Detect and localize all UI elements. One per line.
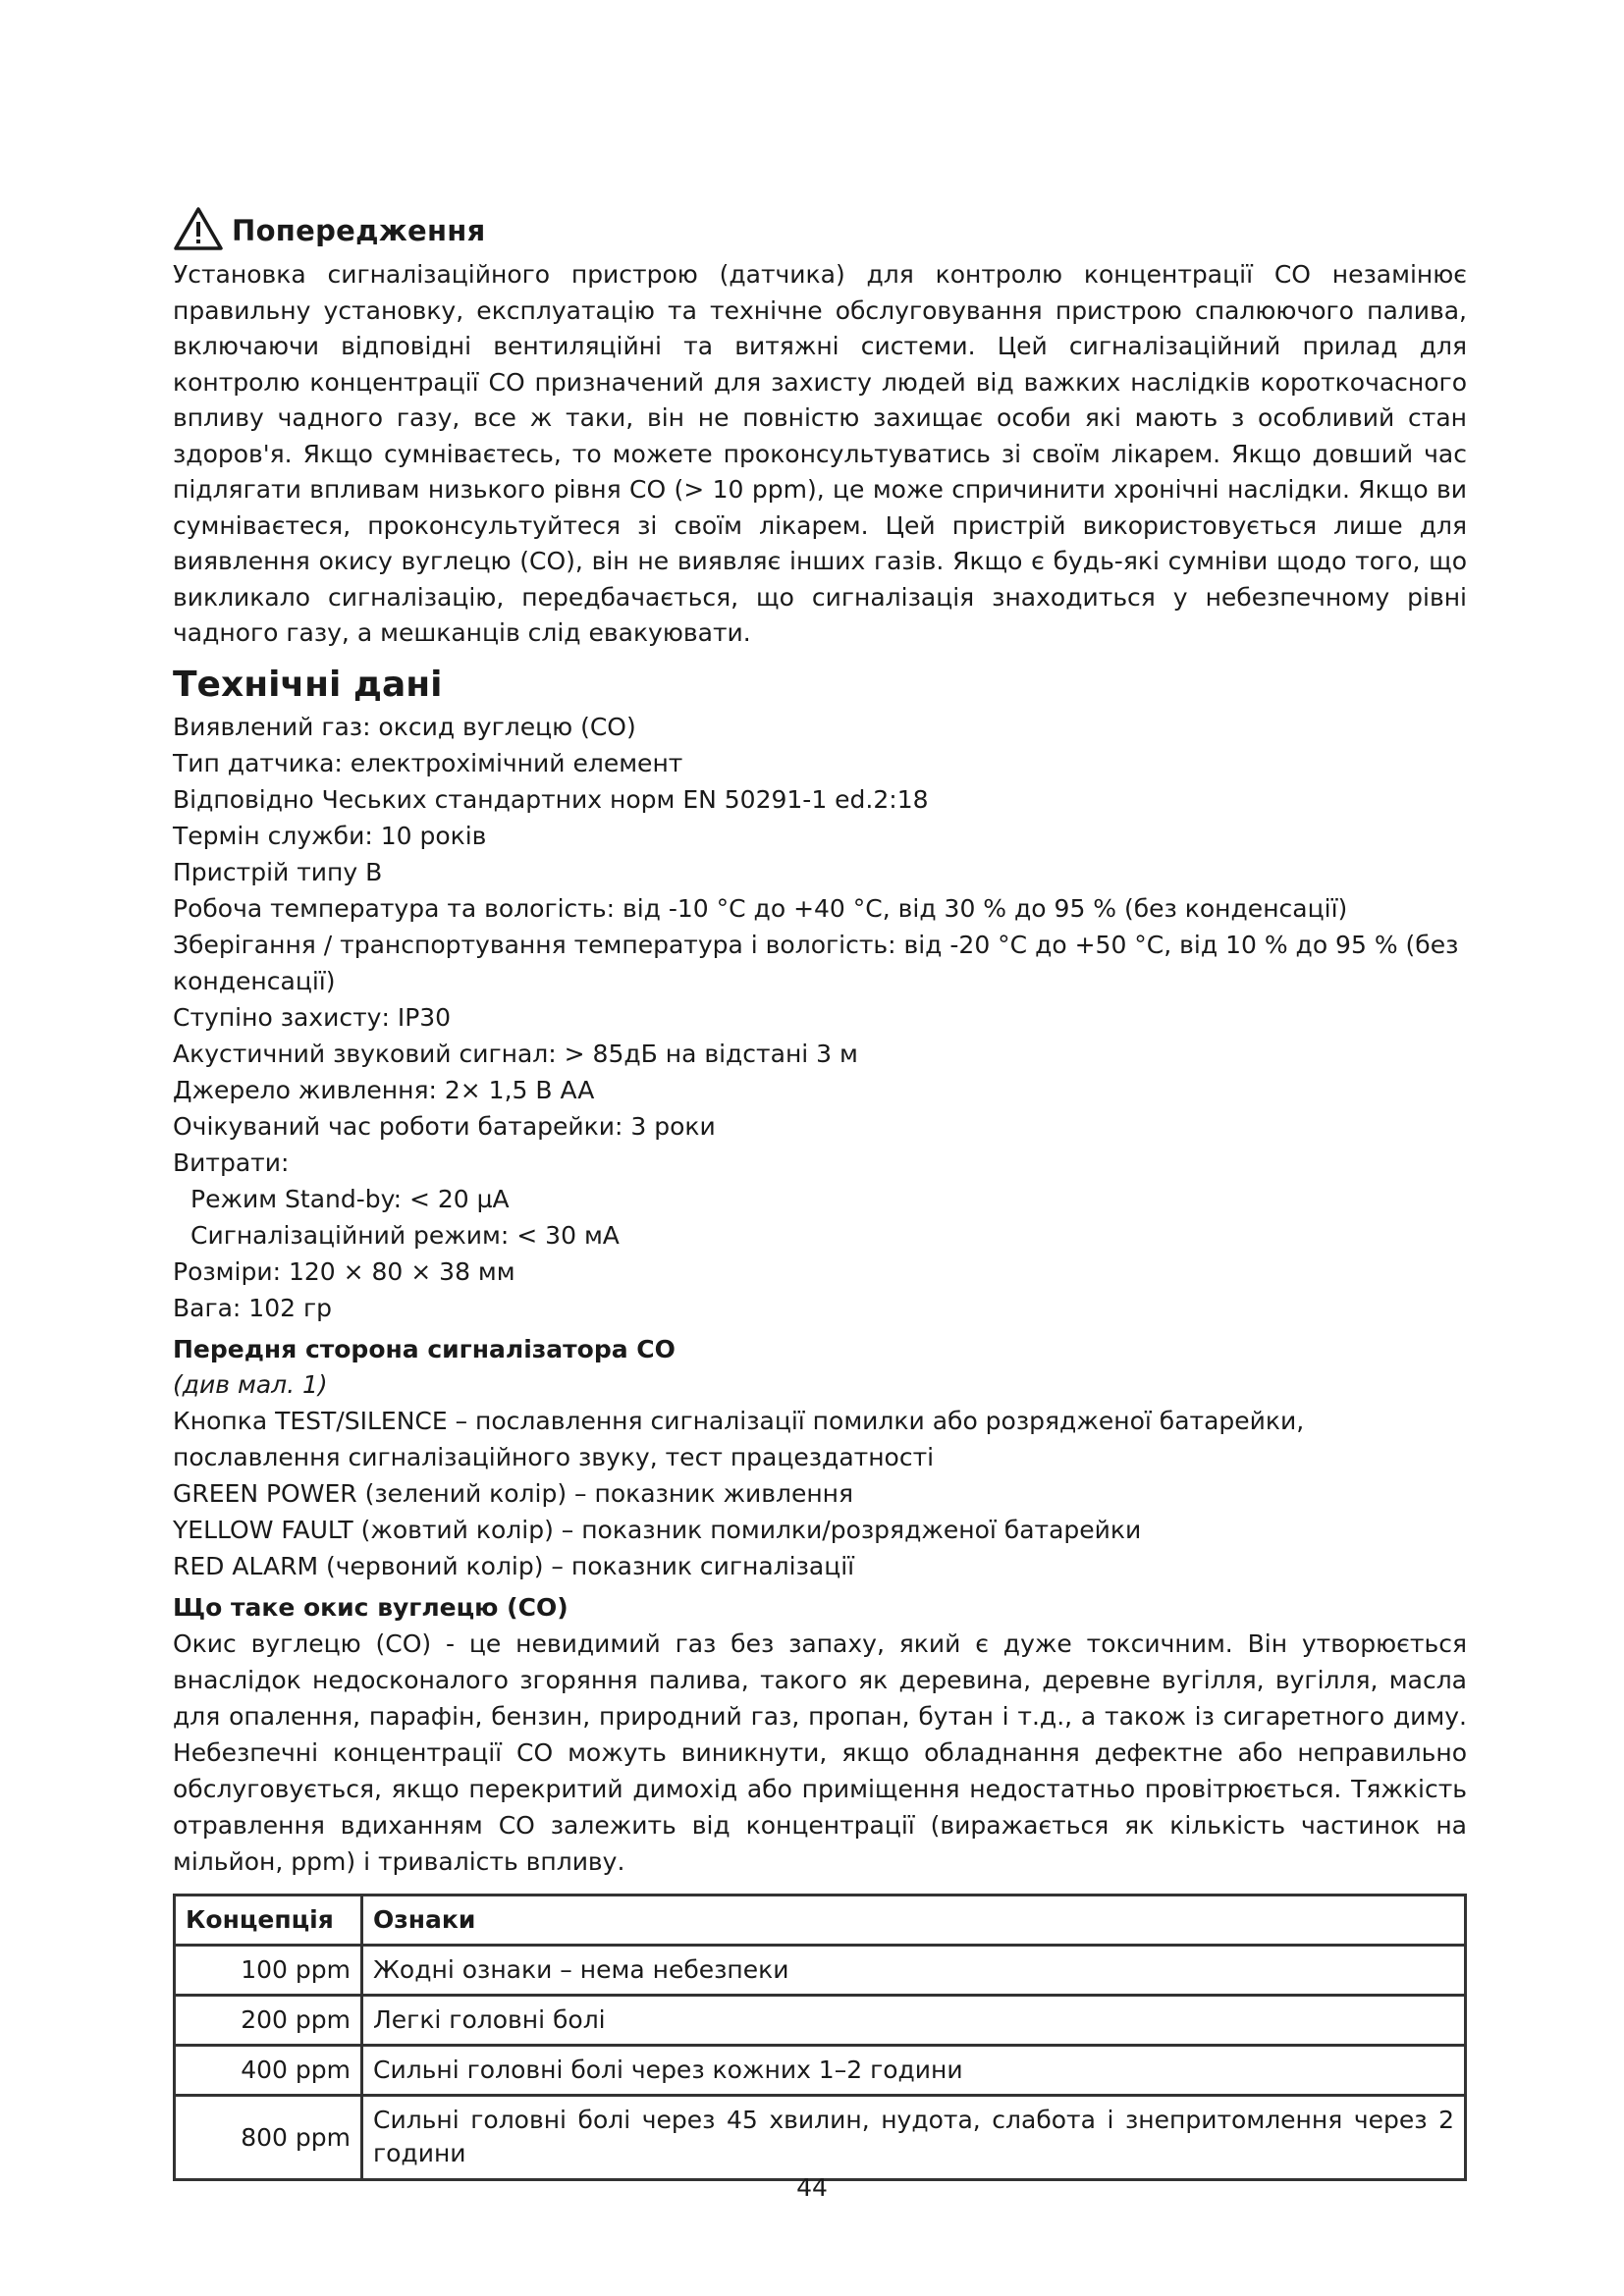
- table-row: [175, 2045, 1466, 2095]
- technical-spec-list: [173, 709, 1467, 1326]
- spec-item: Зберігання / транспортування температура і вологість: від -20 °C до +50 °C, від 10 % до 95 % (без конденсації): [173, 930, 1459, 995]
- spec-item: Джерело живлення: 2× 1,5 В AA: [173, 1075, 595, 1104]
- spec-item: Вага: 102 гр: [173, 1293, 332, 1322]
- spec-item: Акустичний звуковий сигнал: > 85дБ на відстані 3 м: [173, 1039, 858, 1068]
- spec-item: Відповідно Чеських стандартних норм EN 50291-1 ed.2:18: [173, 784, 929, 814]
- warning-triangle-icon: [173, 206, 224, 255]
- warning-heading: [173, 206, 1467, 255]
- front-item: Кнопка TEST/SILENCE – пославлення сигналізації помилки або розрядженої батарейки, пославлення сигналізаційного звуку, тест працездатності: [173, 1406, 1305, 1471]
- document-page: [173, 206, 1467, 2181]
- table-header-symptoms: Ознаки: [362, 1895, 1466, 1945]
- figure-reference: (див мал. 1): [173, 1369, 328, 1399]
- table-row: [175, 1995, 1466, 2045]
- spec-item: Режим Stand-by: < 20 µA: [190, 1184, 510, 1213]
- table-row: [175, 2095, 1466, 2179]
- warning-text: Установка сигналізаційного пристрою (датчика) для контролю концентрації CO незамінює правильну установку, експлуатацію та технічне обслуговування пристрою спалюючого палива, включаючи відповідні вентиляційні та витяжні системи. Цей сигналізаційний прилад для контролю концентрації CO призначений для захисту людей від важких наслідків короткочасного впливу чадного газу, все ж таки, він не повністю захищає особи які мають з особливий стан здоров'я. Якщо сумніваєтесь, то можете проконсультуватись зі своїм лікарем. Якщо довший час підлягати впливам низького рівня CO (> 10 ppm), це може спричинити хронічні наслідки. Якщо ви сумніваєтеся, проконсультуйтеся зі своїм лікарем. Цей пристрій використовується лише для виявлення окису вуглецю (CO), він не виявляє інших газів. Якщо є будь-які сумніви щодо того, що викликало сигналізацію, передбачається, що сигналізація знаходиться у небезпечному рівні чадного газу, а мешканців слід евакуювати.: [173, 260, 1467, 647]
- front-item: YELLOW FAULT (жовтий колір) – показник помилки/розрядженої батарейки: [173, 1515, 1142, 1544]
- spec-item: Сигналізаційний режим: < 30 мА: [190, 1220, 620, 1250]
- front-item: RED ALARM (червоний колір) – показник сигналізації: [173, 1551, 855, 1580]
- spec-item: Витрати:: [173, 1148, 290, 1177]
- table-header-row: [175, 1895, 1466, 1945]
- table-cell-symptoms: Легкі головні болі: [362, 1995, 1466, 2045]
- front-side-title: Передня сторона сигналізатора CO: [173, 1334, 676, 1363]
- spec-item: Тип датчика: електрохімічний елемент: [173, 748, 683, 777]
- co-description: Окис вуглецю (CO) - це невидимий газ без запаху, який є дуже токсичним. Він утворюється внаслідок недосконалого згоряння палива, такого як деревина, деревне вугілля, вугілля, масла для опалення, парафін, бензин, природний газ, пропан, бутан і т.д., а також із сигаретного диму. Небезпечні концентрації CO можуть виникнути, якщо обладнання дефектне або неправильно обслуговується, якщо перекритий димохід або приміщення недостатньо провітрюється. Тяжкість отравлення вдиханням CO залежить від концентрації (виражається як кількість частинок на мільйон, ppm) і тривалість впливу.: [173, 1629, 1467, 1876]
- table-cell-concentration: 200 ppm: [175, 1995, 362, 2045]
- table-cell-concentration: 800 ppm: [175, 2095, 362, 2179]
- table-cell-symptoms: Жодні ознаки – нема небезпеки: [362, 1945, 1466, 1995]
- spec-item: Термін служби: 10 років: [173, 821, 487, 850]
- page-number: 44: [796, 2173, 828, 2202]
- spec-item: Очікуваний час роботи батарейки: 3 роки: [173, 1111, 716, 1141]
- concentration-table: [173, 1894, 1467, 2181]
- spec-item: Пристрій типу B: [173, 857, 383, 886]
- table-cell-symptoms: Сильні головні болі через кожних 1–2 години: [362, 2045, 1466, 2095]
- warning-title: Попередження: [232, 214, 486, 247]
- spec-item: Ступіно захисту: IP30: [173, 1002, 452, 1032]
- table-header-concentration: Концепція: [175, 1895, 362, 1945]
- table-cell-concentration: 100 ppm: [175, 1945, 362, 1995]
- co-title: Що таке окис вуглецю (CO): [173, 1592, 568, 1622]
- spec-item: Виявлений газ: оксид вуглецю (CO): [173, 712, 636, 741]
- table-row: [175, 1945, 1466, 1995]
- technical-title: Технічні дані: [173, 664, 443, 705]
- front-item: GREEN POWER (зелений колір) – показник живлення: [173, 1478, 854, 1508]
- spec-item: Розміри: 120 × 80 × 38 мм: [173, 1256, 515, 1286]
- table-cell-concentration: 400 ppm: [175, 2045, 362, 2095]
- spec-item: Робоча температура та вологість: від -10 °C до +40 °C, від 30 % до 95 % (без конденсації): [173, 893, 1348, 923]
- table-cell-symptoms: Сильні головні болі через 45 хвилин, нудота, слабота і знепритомлення через 2 години: [362, 2095, 1466, 2179]
